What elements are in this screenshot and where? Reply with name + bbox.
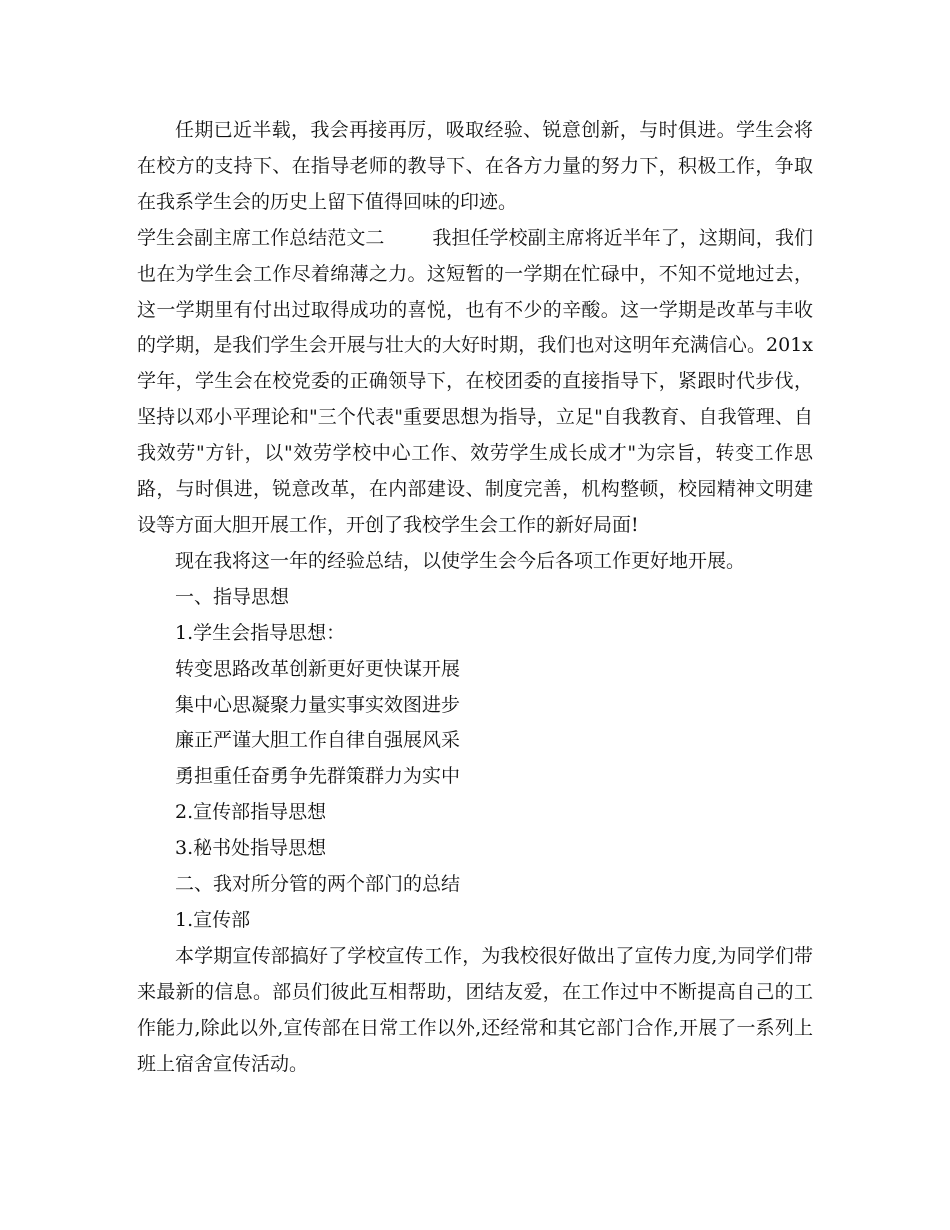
document-page — [137, 113, 813, 1082]
paragraph-publicity-summary: 本学期宣传部搞好了学校宣传工作，为我校很好做出了宣传力度,为同学们带来最新的信息。部员们彼此互相帮助，团结友爱，在工作过中不断提高自己的工作能力,除此以外,宣传部在日常工作以外,还经常和其它部门合作,开展了一系列上班上宿舍宣传活动。 — [137, 944, 813, 1075]
heading-student-union-thought: 1.学生会指导思想： — [175, 621, 346, 644]
motto-line: 廉正严谨大胆工作自律自强展风采 — [175, 729, 461, 752]
motto-line: 集中心思凝聚力量实事实效图进步 — [175, 693, 461, 716]
heading-guiding-thought: 一、指导思想 — [175, 585, 290, 608]
motto-line: 勇担重任奋勇争先群策群力为实中 — [175, 765, 461, 788]
section-title: 学生会副主席工作总结范文二 — [137, 226, 385, 249]
motto-line: 转变思路改革创新更好更快谋开展 — [175, 657, 461, 680]
paragraph-fanwen-two — [137, 221, 813, 544]
heading-publicity-thought: 2.宣传部指导思想 — [175, 801, 327, 824]
heading-secretariat-thought: 3.秘书处指导思想 — [175, 837, 327, 860]
heading-department-summary: 二、我对所分管的两个部门的总结 — [175, 873, 461, 896]
paragraph-summary-intro: 现在我将这一年的经验总结，以使学生会今后各项工作更好地开展。 — [175, 549, 746, 572]
paragraph-intro: 任期已近半载，我会再接再厉，吸取经验、锐意创新，与时俱进。学生会将在校方的支持下、在指导老师的教导下、在各方力量的努力下，积极工作，争取在我系学生会的历史上留下值得回味的印迹。 — [137, 119, 813, 213]
heading-publicity-dept: 1.宣传部 — [175, 908, 251, 931]
section-body: 我担任学校副主席将近半年了，这期间，我们也在为学生会工作尽着绵薄之力。这短暂的一学期在忙碌中，不知不觉地过去，这一学期里有付出过取得成功的喜悦，也有不少的辛酸。这一学期是改革与丰收的学期，是我们学生会开展与壮大的大好时期，我们也对这明年充满信心。201x 学年，学生会在校党委的正确领导下，在校团委的直接指导下，紧跟时代步伐，坚持以邓小平理论和"三个代表"重要思想为指导，立足"自我教育、自我管理、自我效劳"方针，以"效劳学校中心工作、效劳学生成长成才"为宗旨，转变工作思路，与时俱进，锐意改革，在内部建设、制度完善，机构整顿，校园精神文明建设等方面大胆开展工作，开创了我校学生会工作的新好局面! — [137, 226, 813, 536]
